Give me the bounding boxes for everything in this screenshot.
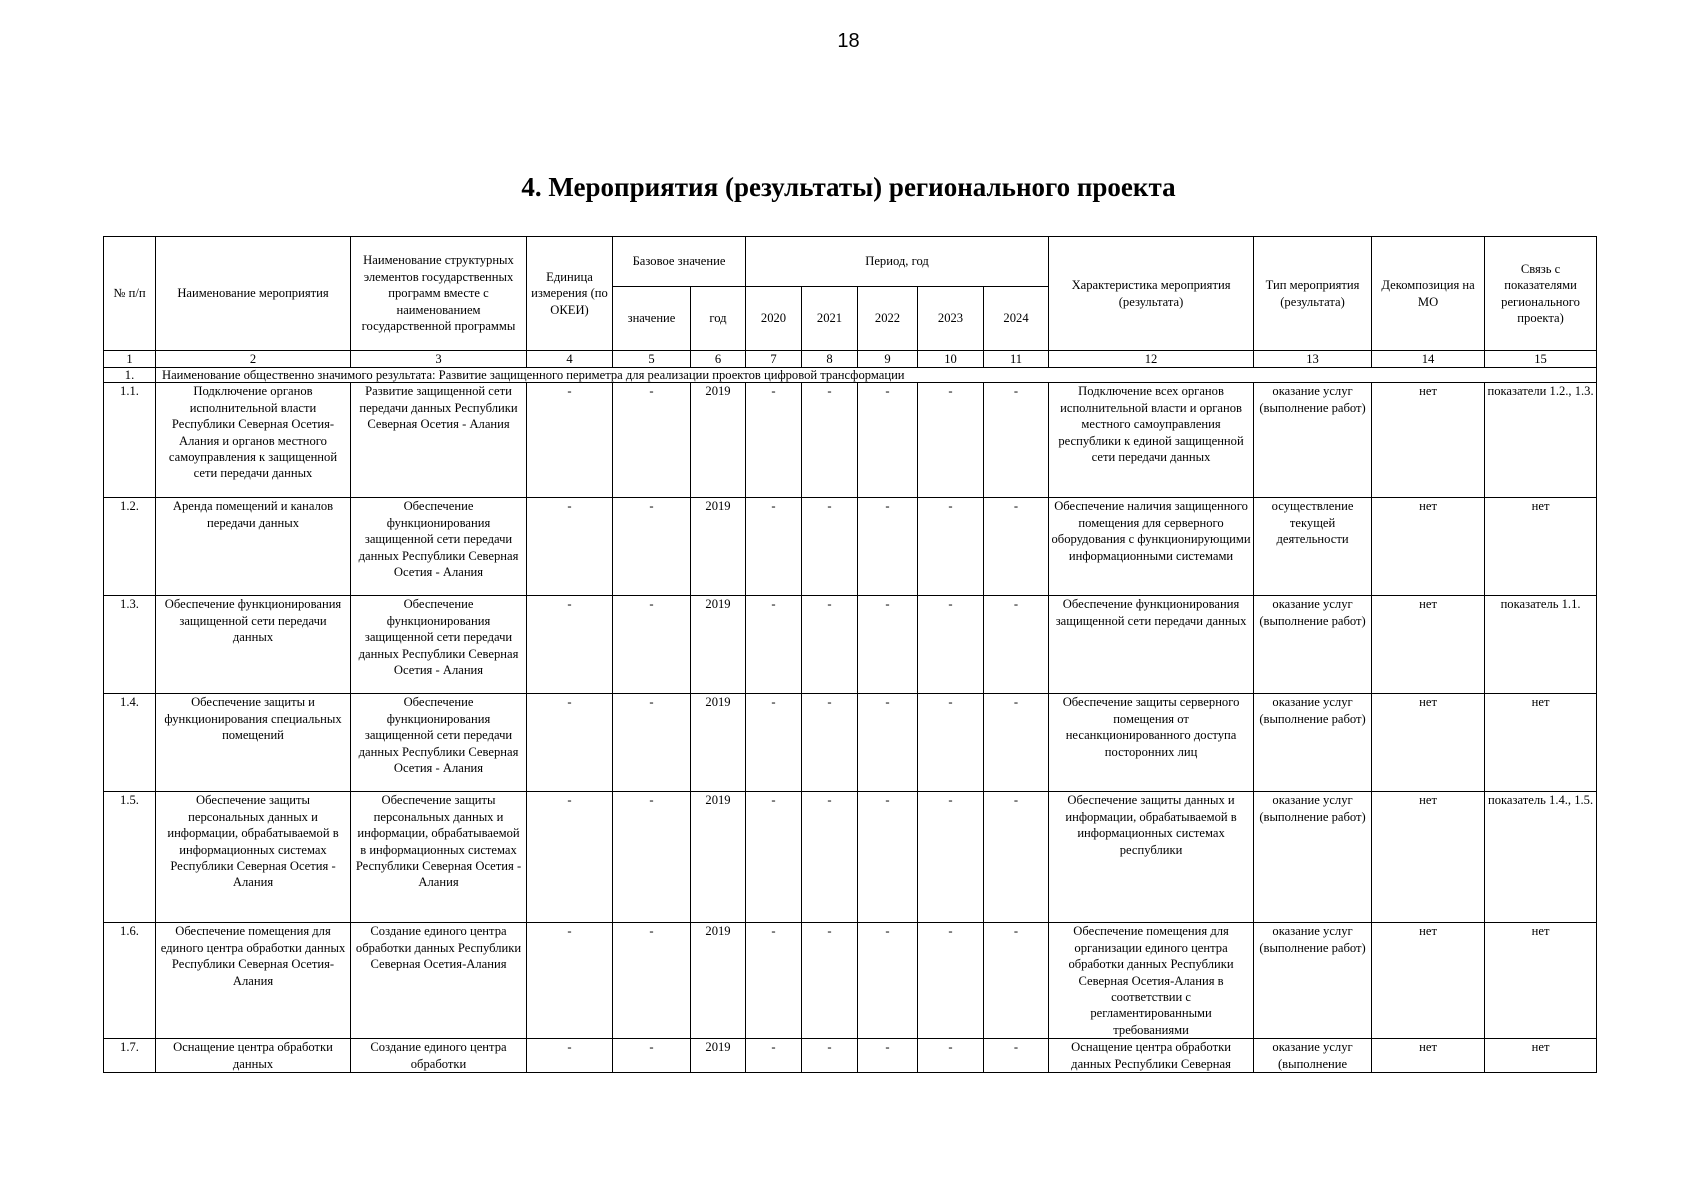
row-base-year: 2019 bbox=[691, 498, 746, 596]
group-num: 1. bbox=[104, 368, 156, 383]
table-row bbox=[104, 694, 1597, 792]
row-year-value: - bbox=[802, 498, 858, 596]
row-unit: - bbox=[527, 596, 613, 694]
header-year: 2022 bbox=[858, 287, 918, 351]
row-name: Обеспечение помещения для единого центра обработки данных Республики Северная Осетия-Алания bbox=[156, 923, 351, 1039]
row-link: нет bbox=[1485, 923, 1597, 1039]
row-decomp: нет bbox=[1372, 1039, 1485, 1073]
row-year-value: - bbox=[858, 792, 918, 923]
row-struct: Создание единого центра обработки данных Республики Северная Осетия-Алания bbox=[351, 923, 527, 1039]
row-year-value: - bbox=[984, 498, 1049, 596]
row-num: 1.6. bbox=[104, 923, 156, 1039]
row-year-value: - bbox=[858, 694, 918, 792]
row-struct: Обеспечение функционирования защищенной сети передачи данных Республики Северная Осетия - Алания bbox=[351, 694, 527, 792]
row-struct: Обеспечение защиты персональных данных и информации, обрабатываемой в информационных системах Республики Северная Осетия - Алания bbox=[351, 792, 527, 923]
row-type: оказание услуг (выполнение работ) bbox=[1254, 596, 1372, 694]
row-base-year: 2019 bbox=[691, 596, 746, 694]
row-struct: Развитие защищенной сети передачи данных Республики Северная Осетия - Алания bbox=[351, 383, 527, 498]
group-row bbox=[104, 368, 1597, 383]
row-year-value: - bbox=[802, 792, 858, 923]
header-year: 2021 bbox=[802, 287, 858, 351]
header-struct: Наименование структурных элементов государственных программ вместе с наименованием государственной программы bbox=[351, 237, 527, 351]
row-base-value: - bbox=[613, 596, 691, 694]
row-year-value: - bbox=[802, 694, 858, 792]
column-number: 7 bbox=[746, 351, 802, 368]
row-char: Обеспечение помещения для организации единого центра обработки данных Республики Северная Осетия-Алания в соответствии с регламентированными требованиями bbox=[1049, 923, 1254, 1039]
row-decomp: нет bbox=[1372, 383, 1485, 498]
row-base-value: - bbox=[613, 1039, 691, 1073]
row-char: Обеспечение наличия защищенного помещения для серверного оборудования с функционирующими информационными системами bbox=[1049, 498, 1254, 596]
row-year-value: - bbox=[746, 498, 802, 596]
row-year-value: - bbox=[918, 792, 984, 923]
row-struct: Обеспечение функционирования защищенной сети передачи данных Республики Северная Осетия - Алания bbox=[351, 596, 527, 694]
column-number: 2 bbox=[156, 351, 351, 368]
header-char: Характеристика мероприятия (результата) bbox=[1049, 237, 1254, 351]
row-year-value: - bbox=[918, 1039, 984, 1073]
header-base-value: значение bbox=[613, 287, 691, 351]
column-number: 9 bbox=[858, 351, 918, 368]
row-num: 1.4. bbox=[104, 694, 156, 792]
header-base-year: год bbox=[691, 287, 746, 351]
row-unit: - bbox=[527, 923, 613, 1039]
row-type: оказание услуг (выполнение работ) bbox=[1254, 383, 1372, 498]
row-name: Обеспечение функционирования защищенной сети передачи данных bbox=[156, 596, 351, 694]
table-row bbox=[104, 498, 1597, 596]
header-unit: Единица измерения (по ОКЕИ) bbox=[527, 237, 613, 351]
row-num: 1.7. bbox=[104, 1039, 156, 1073]
header-name: Наименование мероприятия bbox=[156, 237, 351, 351]
row-unit: - bbox=[527, 498, 613, 596]
column-number: 10 bbox=[918, 351, 984, 368]
header-year: 2024 bbox=[984, 287, 1049, 351]
row-link: нет bbox=[1485, 694, 1597, 792]
header-link: Связь с показателями регионального проекта) bbox=[1485, 237, 1597, 351]
row-base-year: 2019 bbox=[691, 694, 746, 792]
activities-table bbox=[103, 236, 1597, 1073]
row-name: Аренда помещений и каналов передачи данных bbox=[156, 498, 351, 596]
column-number: 12 bbox=[1049, 351, 1254, 368]
group-text: Наименование общественно значимого результата: Развитие защищенного периметра для реализации проектов цифровой трансформации bbox=[156, 368, 1597, 383]
column-numbers-row bbox=[104, 351, 1597, 368]
row-year-value: - bbox=[918, 498, 984, 596]
row-num: 1.3. bbox=[104, 596, 156, 694]
row-decomp: нет bbox=[1372, 498, 1485, 596]
row-type: оказание услуг (выполнение работ) bbox=[1254, 792, 1372, 923]
row-base-value: - bbox=[613, 923, 691, 1039]
column-number: 14 bbox=[1372, 351, 1485, 368]
row-name: Оснащение центра обработки данных bbox=[156, 1039, 351, 1073]
row-unit: - bbox=[527, 383, 613, 498]
column-number: 4 bbox=[527, 351, 613, 368]
row-decomp: нет bbox=[1372, 923, 1485, 1039]
column-number: 3 bbox=[351, 351, 527, 368]
row-char: Обеспечение функционирования защищенной сети передачи данных bbox=[1049, 596, 1254, 694]
row-char: Обеспечение защиты данных и информации, обрабатываемой в информационных системах республики bbox=[1049, 792, 1254, 923]
row-name: Подключение органов исполнительной власти Республики Северная Осетия-Алания и органов местного самоуправления к защищенной сети передачи данных bbox=[156, 383, 351, 498]
row-decomp: нет bbox=[1372, 792, 1485, 923]
row-link: показатели 1.2., 1.3. bbox=[1485, 383, 1597, 498]
column-number: 5 bbox=[613, 351, 691, 368]
row-year-value: - bbox=[984, 792, 1049, 923]
page-title: 4. Мероприятия (результаты) регионального проекта bbox=[521, 172, 1176, 202]
row-num: 1.1. bbox=[104, 383, 156, 498]
row-decomp: нет bbox=[1372, 694, 1485, 792]
header-year: 2020 bbox=[746, 287, 802, 351]
row-year-value: - bbox=[746, 596, 802, 694]
row-year-value: - bbox=[984, 923, 1049, 1039]
row-year-value: - bbox=[918, 694, 984, 792]
header-decomp: Декомпозиция на МО bbox=[1372, 237, 1485, 351]
row-char: Обеспечение защиты серверного помещения от несанкционированного доступа посторонних лиц bbox=[1049, 694, 1254, 792]
row-type: оказание услуг (выполнение работ) bbox=[1254, 923, 1372, 1039]
table-row bbox=[104, 923, 1597, 1039]
row-year-value: - bbox=[746, 1039, 802, 1073]
row-year-value: - bbox=[858, 596, 918, 694]
column-number: 11 bbox=[984, 351, 1049, 368]
row-base-value: - bbox=[613, 694, 691, 792]
row-link: показатель 1.4., 1.5. bbox=[1485, 792, 1597, 923]
row-year-value: - bbox=[858, 498, 918, 596]
row-name: Обеспечение защиты и функционирования специальных помещений bbox=[156, 694, 351, 792]
row-year-value: - bbox=[802, 923, 858, 1039]
row-year-value: - bbox=[802, 1039, 858, 1073]
header-period: Период, год bbox=[746, 237, 1049, 287]
row-link: нет bbox=[1485, 498, 1597, 596]
header-year: 2023 bbox=[918, 287, 984, 351]
row-year-value: - bbox=[858, 1039, 918, 1073]
table-row bbox=[104, 792, 1597, 923]
table-row bbox=[104, 383, 1597, 498]
header-type: Тип мероприятия (результата) bbox=[1254, 237, 1372, 351]
row-year-value: - bbox=[918, 923, 984, 1039]
table-row bbox=[104, 1039, 1597, 1073]
row-year-value: - bbox=[802, 383, 858, 498]
row-year-value: - bbox=[858, 383, 918, 498]
row-name: Обеспечение защиты персональных данных и информации, обрабатываемой в информационных системах Республики Северная Осетия - Алания bbox=[156, 792, 351, 923]
row-year-value: - bbox=[918, 596, 984, 694]
row-year-value: - bbox=[984, 383, 1049, 498]
row-base-value: - bbox=[613, 498, 691, 596]
row-unit: - bbox=[527, 1039, 613, 1073]
row-char: Подключение всех органов исполнительной власти и органов местного самоуправления республики к единой защищенной сети передачи данных bbox=[1049, 383, 1254, 498]
row-base-year: 2019 bbox=[691, 923, 746, 1039]
row-num: 1.5. bbox=[104, 792, 156, 923]
row-char: Оснащение центра обработки данных Республики Северная bbox=[1049, 1039, 1254, 1073]
row-struct: Обеспечение функционирования защищенной сети передачи данных Республики Северная Осетия - Алания bbox=[351, 498, 527, 596]
row-year-value: - bbox=[802, 596, 858, 694]
column-number: 1 bbox=[104, 351, 156, 368]
row-base-value: - bbox=[613, 383, 691, 498]
row-num: 1.2. bbox=[104, 498, 156, 596]
row-base-year: 2019 bbox=[691, 1039, 746, 1073]
column-number: 8 bbox=[802, 351, 858, 368]
row-year-value: - bbox=[984, 694, 1049, 792]
column-number: 6 bbox=[691, 351, 746, 368]
row-type: оказание услуг (выполнение работ) bbox=[1254, 694, 1372, 792]
table-body bbox=[104, 351, 1597, 1073]
column-number: 15 bbox=[1485, 351, 1597, 368]
row-unit: - bbox=[527, 694, 613, 792]
row-type: оказание услуг (выполнение bbox=[1254, 1039, 1372, 1073]
row-year-value: - bbox=[746, 694, 802, 792]
row-base-value: - bbox=[613, 792, 691, 923]
row-decomp: нет bbox=[1372, 596, 1485, 694]
row-link: показатель 1.1. bbox=[1485, 596, 1597, 694]
page-number: 18 bbox=[837, 30, 860, 52]
row-year-value: - bbox=[746, 383, 802, 498]
row-year-value: - bbox=[984, 1039, 1049, 1073]
table-row bbox=[104, 596, 1597, 694]
row-year-value: - bbox=[918, 383, 984, 498]
row-type: осуществление текущей деятельности bbox=[1254, 498, 1372, 596]
row-year-value: - bbox=[746, 792, 802, 923]
header-num: № п/п bbox=[104, 237, 156, 351]
row-unit: - bbox=[527, 792, 613, 923]
header-base: Базовое значение bbox=[613, 237, 746, 287]
row-year-value: - bbox=[858, 923, 918, 1039]
row-year-value: - bbox=[984, 596, 1049, 694]
row-base-year: 2019 bbox=[691, 383, 746, 498]
table-header bbox=[104, 237, 1597, 351]
row-base-year: 2019 bbox=[691, 792, 746, 923]
row-link: нет bbox=[1485, 1039, 1597, 1073]
column-number: 13 bbox=[1254, 351, 1372, 368]
row-year-value: - bbox=[746, 923, 802, 1039]
row-struct: Создание единого центра обработки bbox=[351, 1039, 527, 1073]
